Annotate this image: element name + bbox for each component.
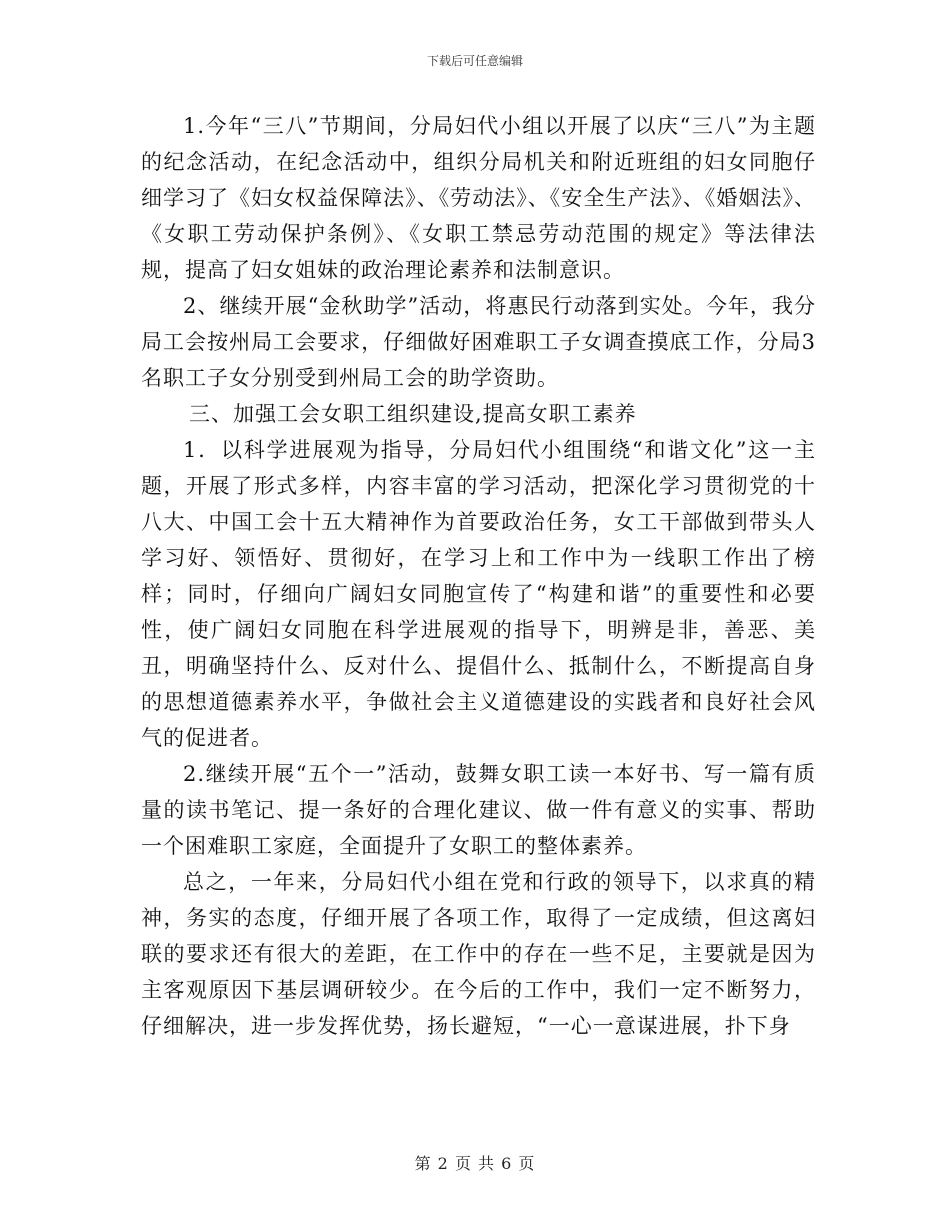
section-heading: 三、加强工会女职工组织建设,提高女职工素养 <box>189 402 637 426</box>
page-number: 第 2 页 共 6 页 <box>414 1154 536 1173</box>
paragraph-summary: 总之，一年来，分局妇代小组在党和行政的领导下，以求真的精神，务实的态度，仔细开展了各项工作，取得了一定成绩，但这离妇联的要求还有很大的差距，在工作中的存在一些不足，主要就是因为主客观原因下基层调研较少。在今后的工作中，我们一定不断努力，仔细解决，进一步发挥优势，扬长避短，“一心一意谋进展，扑下身 <box>141 870 816 1038</box>
paragraph-science-outlook: 1．以科学进展观为指导，分局妇代小组围绕“和谐文化”这一主题，开展了形式多样，内容丰富的学习活动，把深化学习贯彻党的十八大、中国工会十五大精神作为首要政治任务，女工干部做到带头人学习好、领悟好、贯彻好，在学习上和工作中为一线职工作出了榜样；同时，仔细向广阔妇女同胞宣传了“构建和谐”的重要性和必要性，使广阔妇女同胞在科学进展观的指导下，明辨是非，善恶、美丑，明确坚持什么、反对什么、提倡什么、抵制什么，不断提高自身的思想道德素养水平，争做社会主义道德建设的实践者和良好社会风气的促进者。 <box>141 438 816 750</box>
paragraph-five-ones: 2.继续开展“五个一”活动，鼓舞女职工读一本好书、写一篇有质量的读书笔记、提一条好的合理化建议、做一件有意义的实事、帮助一个困难职工家庭，全面提升了女职工的整体素养。 <box>141 762 816 858</box>
paragraph-womens-day: 1.今年“三八”节期间，分局妇代小组以开展了以庆“三八”为主题的纪念活动，在纪念活动中，组织分局机关和附近班组的妇女同胞仔细学习了《妇女权益保障法》、《劳动法》、《安全生产法》、《婚姻法》、《女职工劳动保护条例》、《女职工禁忌劳动范围的规定》等法律法规，提高了妇女姐妹的政治理论素养和法制意识。 <box>141 114 816 282</box>
paragraph-autumn-aid: 2、继续开展“金秋助学”活动，将惠民行动落到实处。今年，我分局工会按州局工会要求，仔细做好困难职工子女调查摸底工作，分局3名职工子女分别受到州局工会的助学资助。 <box>141 294 816 390</box>
document-body <box>141 108 816 1044</box>
header-note: 下载后可任意编辑 <box>426 54 523 68</box>
